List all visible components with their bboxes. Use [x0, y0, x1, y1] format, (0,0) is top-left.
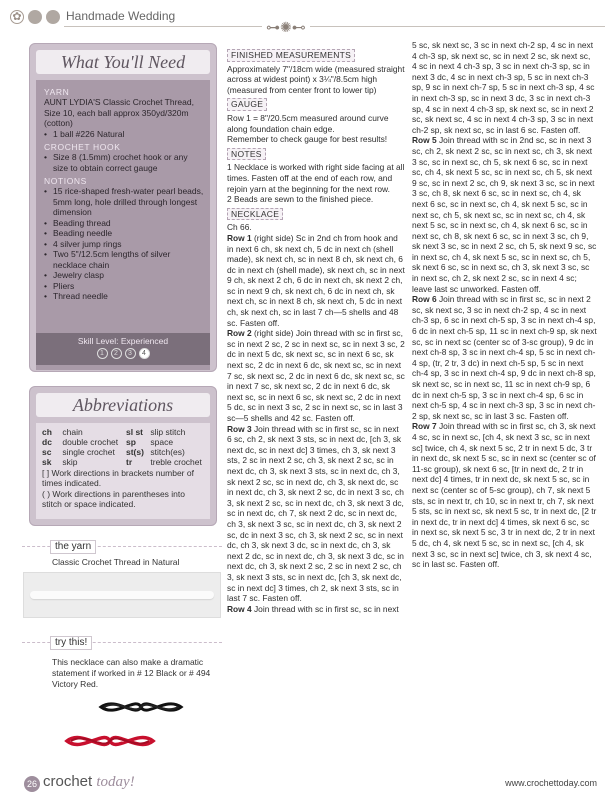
page-header — [0, 0, 615, 36]
what-you-need-card — [29, 43, 217, 372]
row-5: Row 5 Join thread with sc in 2nd sc, sc in next 3 sc, ch 2, sk next 2 sc, sc in next sc, ch 3, sk next 3 sc, sc in next sc, ch 5, sk next 6 sc, sc in next sc, ch 4, sk next 5 sc, sc in next sc, ch 5, sk next 9 sc, sc in next 2 sc, ch 9, sk next 3 sc, sc in next 3 sc, ch 8, sk next 6 sc, sc in next sc, ch 4, sk next 6 sc, sc in next sc, ch 4, sk next 5 sc, sc in next sc, ch 5, sk next sc, sc in next sc, ch 4, sk next 5 sc, sc in next sc, ch 4, sk next 6 sc, sc in next sc, ch 8, sk next 6 sc, sc in next 3 sc, ch 9, sk next 3 sc, sc in next 2 sc, ch 5, sk next 9 sc, sc in next sc, ch 4, sk next 5 sc, sc in next sc, ch 5, sk next 6 sc, sc in next sc, ch 3, sk next 3 sc, sc in next sc, ch 2, sk next 2 sc, sc in next 4 sc; leave last sc unworked. Fasten off. — [412, 135, 597, 294]
list-item: • Size 8 (1.5mm) crochet hook or any size to obtain correct gauge — [44, 152, 204, 173]
abbreviation-row: sc single crochet — [42, 447, 115, 457]
gauge-heading: GAUGE — [227, 98, 267, 111]
yarn-tag-label: the yarn — [50, 540, 96, 554]
row-1: Row 1 (right side) Sc in 2nd ch from hook and in next 6 ch, sk next ch, 5 dc in next ch (shell made), sk next ch, sc in next 8 ch, sk next ch, 6 dc in next ch (shell made), sk next ch, sc in next 9 ch, sk next 2 ch, 6 dc in next ch, sk next 2 ch, sc in next 9 ch, sk next ch, 6 dc in next ch, sk next ch, sc in next 8 ch, sk next ch, 5 dc in next ch, sk next ch, sc in last 7 ch—5 shells and 48 sc. Fasten off. — [227, 232, 405, 328]
list-item: • Two 5"/12.5cm lengths of silver necklace chain — [44, 249, 204, 270]
row-4: Row 4 Join thread with sc in first sc, sc in next — [227, 603, 399, 614]
yarn-swatch-image — [23, 572, 221, 618]
notions-list — [44, 186, 204, 302]
abbreviations-card — [29, 386, 217, 526]
list-item: • Beading needle — [44, 228, 204, 239]
skill-level-circle: 2 — [111, 348, 122, 359]
list-item: • 4 silver jump rings — [44, 239, 204, 250]
card-title: Abbreviations — [36, 393, 210, 417]
abbreviation-row: sp space — [126, 437, 174, 447]
notions-label: NOTIONS — [44, 176, 87, 186]
yarn-label: YARN — [44, 87, 70, 97]
skill-level-circle: 3 — [125, 348, 136, 359]
hook-list — [44, 152, 204, 173]
list-item: • 15 rice-shaped fresh-water pearl beads, 5mm long, hole drilled through longest dimension — [44, 186, 204, 218]
abbreviation-row: ch chain — [42, 427, 83, 437]
finished-measurements-heading: FINISHED MEASUREMENTS — [227, 49, 355, 62]
magazine-logo: crochet today! — [43, 773, 135, 790]
note-1: 1 Necklace is worked with right side facing at all times. Fasten off at the end of each row, and rejoin yarn at the beginning for the next row. — [227, 162, 405, 194]
skill-level — [36, 333, 210, 365]
header-rule — [64, 26, 605, 27]
ornament-icon: ⊶✺⊷ — [262, 19, 310, 36]
gauge-reminder: Remember to check gauge for best results! — [227, 134, 388, 145]
note-2: 2 Beads are sewn to the finished piece. — [227, 194, 374, 205]
section-title: Handmade Wedding — [66, 9, 176, 23]
parentheses-note: ( ) Work directions in parentheses into stitch or space indicated. — [42, 489, 185, 509]
gauge-text: Row 1 = 8"/20.5cm measured around curve along foundation chain edge. — [227, 112, 389, 134]
circle-icon — [46, 10, 60, 24]
abbreviation-grid — [42, 427, 204, 467]
skill-level-indicator — [36, 348, 210, 359]
list-item: • 1 ball #226 Natural — [44, 129, 204, 140]
abbreviation-row: sk skip — [42, 457, 78, 467]
website-url: www.crochettoday.com — [505, 778, 597, 788]
abbreviation-row: sl st slip stitch — [126, 427, 186, 437]
page-footer — [0, 770, 615, 800]
brackets-note: [ ] Work directions in brackets number of times indicated. — [42, 468, 194, 488]
row-6: Row 6 Join thread with sc in first sc, sc in next 2 sc, sk next sc, 3 sc in next ch-2 sp, 4 sc in next ch-3 sp, 6 sc in next ch-5 sp, 3 sc in next ch-4 sp, 6 dc in next ch-5 sp, 11 sc in next ch-9 sp, sk next sc, sc in next sc (center sc of 3-sc group), 9 dc in next ch-8 sp, 3 sc in next ch-4 sp, 5 sc in next ch-4 sp, (tr, 2 tr, 3 dc) in next ch-5 sp, 5 sc in next ch-4 sp, 3 sc in next ch-4 sp, 9 dc in next ch-8 sp, sk next sc, sc in next sc, 11 sc in next ch-9 sp, 6 dc in next ch-5 sp, 3 sc in next ch-4 sp, 6 sc in next ch-5 sp, 4 sc in next ch-3 sp, 3 sc in next ch-2 sp, sk next sc, sc in last 3 sc. Fasten off. — [412, 294, 597, 421]
pattern-column-1 — [227, 46, 405, 614]
yarn-text: AUNT LYDIA'S Classic Crochet Thread, Size 10, each ball approx 350yd/320m (cotton) — [44, 97, 194, 128]
row-4-continued: 5 sc, sk next sc, 3 sc in next ch-2 sp, 4 sc in next 4 ch-3 sp, sk next sc, sc in next 2 sc, sk next sc, 4 sc in next 4 ch-3 sp, 3 sc in next ch-3 sp, sc in next 3 dc, 4 sc in next ch-3 sp, 5 sc in next ch-3 sp, 9 sc in next ch-7 sp, 5 sc in next ch-3 sp, 4 sc in next ch-3 sp, sc in next 3 dc, 3 sc in next ch-3 sp, 4 sc in next 4 ch-3 sp, sk next sc, sc in next 2 sc, sk next sc, 4 sc in next 4 ch-3 sp, 3 sc in next ch-2 sp, sk next sc, sc in last 6 sc. Fasten off. — [412, 40, 595, 135]
hook-label: CROCHET HOOK — [44, 142, 121, 152]
skill-level-label: Skill Level: Experienced — [77, 336, 169, 346]
abbreviation-row: st(s) stitch(es) — [126, 447, 185, 457]
pattern-column-2 — [412, 40, 597, 570]
try-this-text: This necklace can also make a dramatic statement if worked in # 12 Black or # 494 Victory Red. — [52, 657, 211, 689]
yarn-list — [44, 129, 204, 140]
abbreviation-column — [42, 427, 124, 467]
abbreviation-column — [126, 427, 204, 467]
flower-icon: ✿ — [10, 10, 24, 24]
yarn-tag — [22, 540, 222, 554]
finished-measurements-text: Approximately 7"/18cm wide (measured straight across at widest point) x 3¼"/8.5cm high (measured from center front to lower tip) — [227, 63, 405, 95]
card-title: What You'll Need — [36, 50, 210, 74]
list-item: • Beading thread — [44, 218, 204, 229]
abbreviation-row: tr treble crochet — [126, 457, 202, 467]
try-this-tag — [22, 636, 222, 650]
list-item: • Thread needle — [44, 291, 204, 302]
page-number: 26 — [24, 776, 40, 792]
row-2: Row 2 (right side) Join thread with sc in first sc, sc in next 2 sc, 2 sc in next sc, sc in next 3 sc, 2 dc in next 5 dc, sk next sc, sc in next 6 sc, sk next sc, 2 dc in next 6 dc, sk next sc, sc in next 7 sc, sk next sc, 2 dc in next 6 dc, sk next sc, sc in next 7 sc, sk next sc, 2 dc in next 6 dc, sk next sc, sc in next 6 sc, sk next sc, 2 dc in next 5 dc, sc in next 3 sc, 2 sc in next sc, sc in last 3 sc—5 shells and 42 sc. Fasten off. — [227, 328, 405, 423]
row-7: Row 7 Join thread with sc in first sc, ch 3, sk next 4 sc, sc in next sc, [ch 4, sk next 3 sc, sc in next sc] twice, ch 4, sk next 5 sc, 2 tr in next 5 dc, 3 tr in next dc, sk next 5 sc, sc in next sc (center sc of 11-sc group), sk next 6 sc, [tr in next dc, 2 tr in next dc] 4 times, tr in next dc, sk next 5 sc, sc in next sc (center sc of 5-sc group), ch 7, sk next 5 sts, sc in next tr, ch 10, sc in next tr, ch 7, sk next 5 sts, sc in next sc, sk next 5 sc, tr in next dc, [2 tr in next dc, tr in next dc] 4 times, sk next 6 sc, sc in next sc, sk next 5 sc, 3 tr in next dc, 2 tr in next 5 dc, ch 4, sk next 5 sc, sc in next sc, [ch 4, sk next 3 sc, sc in next sc] twice, ch 3, sk next 4 sc, sc in last sc. Fasten off. — [412, 421, 597, 570]
try-this-label: try this! — [50, 636, 92, 650]
card-body — [36, 423, 210, 519]
card-body — [36, 80, 210, 370]
row-3: Row 3 Join thread with sc in first sc, sc in next 6 sc, ch 2, sk next 3 sts, sc in next dc, [ch 3, sk next dc, sc in next dc] 3 times, ch 3, sk next 3 sts, 2 sc in next 2 sc, ch 3, sk next 2 sc, sc in next dc, ch 3, sk next 3 sts, sc in next dc, ch 3, sk next 2 sc, sc in next dc, ch 3, sk next dc, sc in next dc, ch 3, sk next 2 sc, dc in next 3 sc, ch 3, sk next 2 sc, sc in next dc, ch 3, sk next 3 dc, sc in next dc, ch 7, sk next 2 dc, sc in next dc, ch 3, sk next 3 sc, sc in next dc, ch 3, sk next 2 sc, dc in next 3 sc, ch 3, sk next 2 sc, sc in next dc, ch 3, sk next 3 dc, sc in next dc, ch 3, sk next 2 dc, sc in next dc, ch 3, sk next 3 dc, sc in next dc, ch 3, sk next 2 sc, 2 sc in next 2 sc, ch 3, sk next 3 sts, sc in next dc, [ch 3, sk next dc, sc in next dc] 3 times, ch 2, sk next 3 sts, sc in last 7 sc. Fasten off. — [227, 423, 404, 604]
abbreviation-row: dc double crochet — [42, 437, 119, 447]
red-skein-image — [62, 726, 158, 756]
foundation-chain: Ch 66. — [227, 222, 252, 233]
list-item: • Jewelry clasp — [44, 270, 204, 281]
skill-level-circle: 1 — [97, 348, 108, 359]
yarn-name: Classic Crochet Thread in Natural — [52, 557, 180, 567]
black-skein-image — [96, 694, 186, 720]
notes-heading: NOTES — [227, 148, 266, 161]
skill-level-circle-selected: 4 — [139, 348, 150, 359]
necklace-heading: NECKLACE — [227, 208, 283, 221]
list-item: • Pliers — [44, 281, 204, 292]
circle-icon — [28, 10, 42, 24]
yarn-strand — [30, 591, 214, 599]
header-dots — [10, 10, 60, 24]
